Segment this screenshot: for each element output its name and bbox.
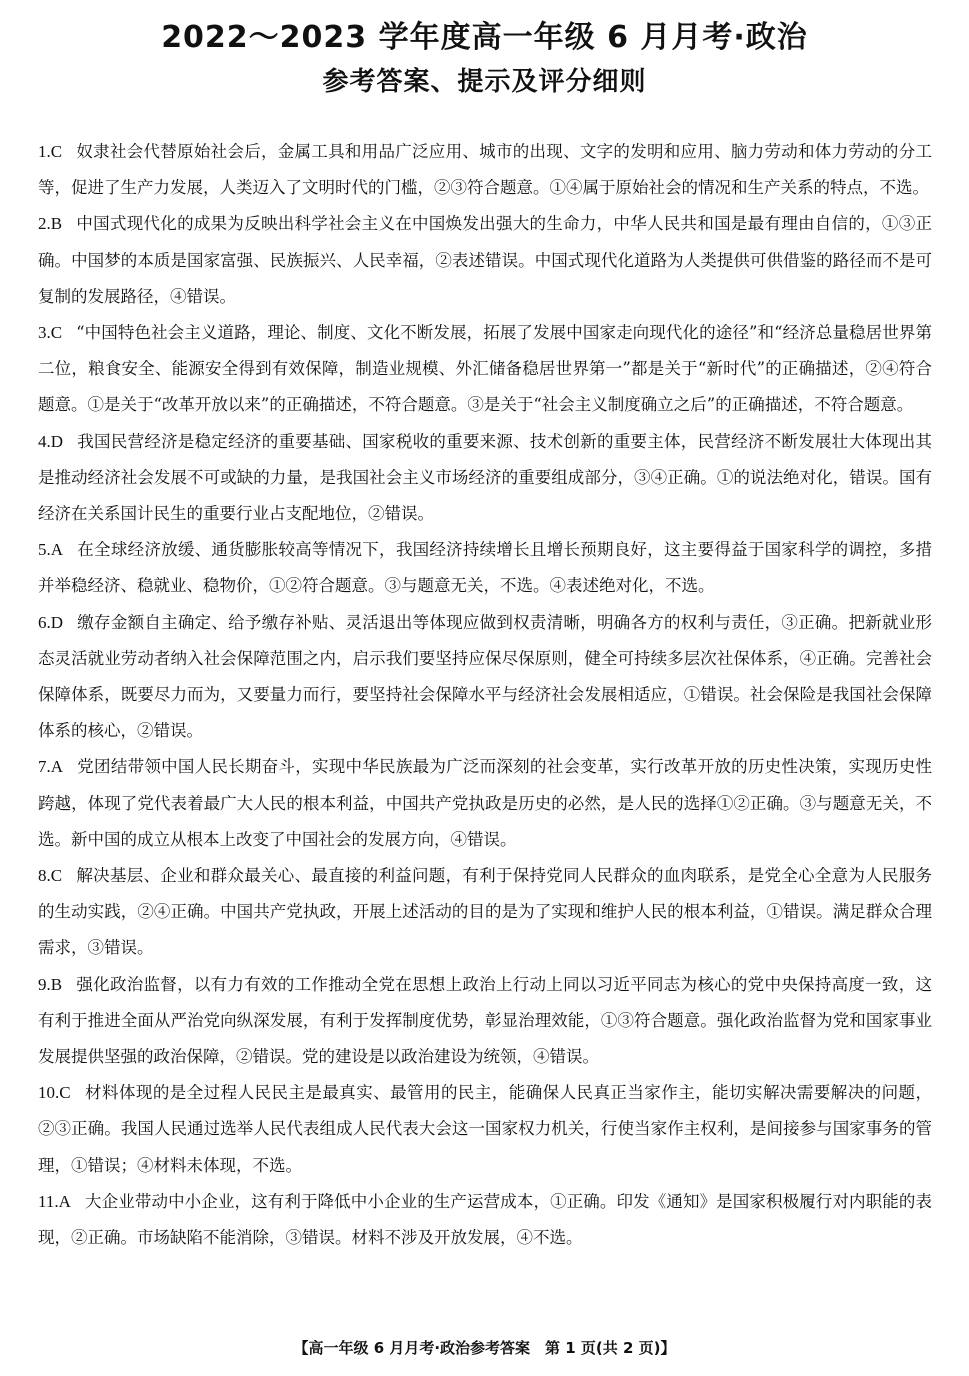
answer-explanation: 党团结带领中国人民长期奋斗，实现中华民族最为广泛而深刻的社会变革，实行改革开放的历史性决策，实现历史性跨越，体现了党代表着最广大人民的根本利益，中国共产党执政是历史的必然，是人民的选择①②正确。③与题意无关，不选。新中国的成立从根本上改变了中国社会的发展方向，④错误。 <box>38 757 932 849</box>
answer-key: 1.C <box>38 142 63 161</box>
answer-explanation: 大企业带动中小企业，这有利于降低中小企业的生产运营成本，①正确。印发《通知》是国家积极履行对内职能的表现，②正确。市场缺陷不能消除，③错误。材料不涉及开放发展，④不选。 <box>38 1191 932 1248</box>
answer-explanation: 在全球经济放缓、通货膨胀较高等情况下，我国经济持续增长且增长预期良好，这主要得益于国家科学的调控，多措并举稳经济、稳就业、稳物价，①②符合题意。③与题意无关，不选。④表述绝对化，不选。 <box>38 540 932 596</box>
page-subtitle: 参考答案、提示及评分细则 <box>322 67 647 97</box>
answer-explanation: 奴隶社会代替原始社会后，金属工具和用品广泛应用、城市的出现、文字的发明和应用、脑力劳动和体力劳动的分工等，促进了生产力发展，人类迈入了文明时代的门槛，②③符合题意。①④属于原始社会的情况和生产关系的特点，不选。 <box>38 142 932 198</box>
answer-item <box>38 858 932 967</box>
answer-explanation: 强化政治监督，以有力有效的工作推动全党在思想上政治上行动上同以习近平同志为核心的党中央保持高度一致，这有利于推进全面从严治党向纵深发展，有利于发挥制度优势，彰显治理效能，①③符合题意。强化政治监督为党和国家事业发展提供坚强的政治保障，②错误。党的建设是以政治建设为统领，④错误。 <box>38 974 932 1067</box>
answer-key: 7.A <box>38 757 64 777</box>
page-footer: 【高一年级 6 月月考·政治参考答案 第 1 页(共 2 页)】 <box>293 1339 676 1357</box>
answer-list <box>38 134 932 1256</box>
answer-key: 10.C <box>38 1083 71 1103</box>
answer-key: 3.C <box>38 323 63 343</box>
answer-item <box>38 1075 932 1184</box>
answer-explanation: 缴存金额自主确定、给予缴存补贴、灵活退出等体现应做到权责清晰，明确各方的权利与责任，③正确。把新就业形态灵活就业劳动者纳入社会保障范围之内，启示我们要坚持应保尽保原则，健全可持续多层次社保体系，④正确。完善社会保障体系，既要尽力而为，又要量力而行，要坚持社会保障水平与经济社会发展相适应，①错误。社会保险是我国社会保障体系的核心，②错误。 <box>38 612 932 741</box>
answer-item <box>38 1184 932 1256</box>
answer-key: 8.C <box>38 866 63 886</box>
answer-item <box>38 206 932 315</box>
answer-item <box>38 315 932 424</box>
answer-key: 5.A <box>38 540 64 560</box>
page-title: 2022～2023 学年度高一年级 6 月月考·政治 <box>161 20 808 55</box>
answer-item <box>38 134 932 206</box>
answer-key: 6.D <box>38 612 64 632</box>
answer-item <box>38 749 932 858</box>
answer-item <box>38 605 932 750</box>
answer-explanation: 解决基层、企业和群众最关心、最直接的利益问题，有利于保持党同人民群众的血肉联系，是党全心全意为人民服务的生动实践，②④正确。中国共产党执政，开展上述活动的目的是为了实现和维护人民的根本利益，①错误。满足群众合理需求，③错误。 <box>38 866 932 958</box>
answer-explanation: 材料体现的是全过程人民民主是最真实、最管用的民主，能确保人民真正当家作主，能切实解决需要解决的问题，②③正确。我国人民通过选举人民代表组成人民代表大会这一国家权力机关，行使当家作主权利，是间接参与国家事务的管理，①错误；④材料未体现，不选。 <box>38 1083 932 1175</box>
answer-explanation: 中国式现代化的成果为反映出科学社会主义在中国焕发出强大的生命力，中华人民共和国是最有理由自信的，①③正确。中国梦的本质是国家富强、民族振兴、人民幸福，②表述错误。中国式现代化道路为人类提供可供借鉴的路径而不是可复制的发展路径，④错误。 <box>38 214 932 306</box>
answer-key: 2.B <box>38 214 63 234</box>
answer-key: 11.A <box>38 1191 71 1211</box>
answer-item <box>38 532 932 604</box>
answer-item <box>38 967 932 1076</box>
answer-key: 4.D <box>38 431 64 451</box>
answer-explanation: 我国民营经济是稳定经济的重要基础、国家税收的重要来源、技术创新的重要主体，民营经济不断发展壮大体现出其是推动经济社会发展不可或缺的力量，是我国社会主义市场经济的重要组成部分，③④正确。①的说法绝对化，错误。国有经济在关系国计民生的重要行业占支配地位，②错误。 <box>38 431 932 524</box>
answer-explanation: “中国特色社会主义道路，理论、制度、文化不断发展，拓展了发展中国家走向现代化的途径”和“经济总量稳居世界第二位，粮食安全、能源安全得到有效保障，制造业规模、外汇储备稳居世界第一”都是关于“新时代”的正确描述，②④符合题意。①是关于“改革开放以来”的正确描述，不符合题意。③是关于“社会主义制度确立之后”的正确描述，不符合题意。 <box>38 323 932 415</box>
answer-key: 9.B <box>38 974 63 994</box>
answer-item <box>38 424 932 533</box>
